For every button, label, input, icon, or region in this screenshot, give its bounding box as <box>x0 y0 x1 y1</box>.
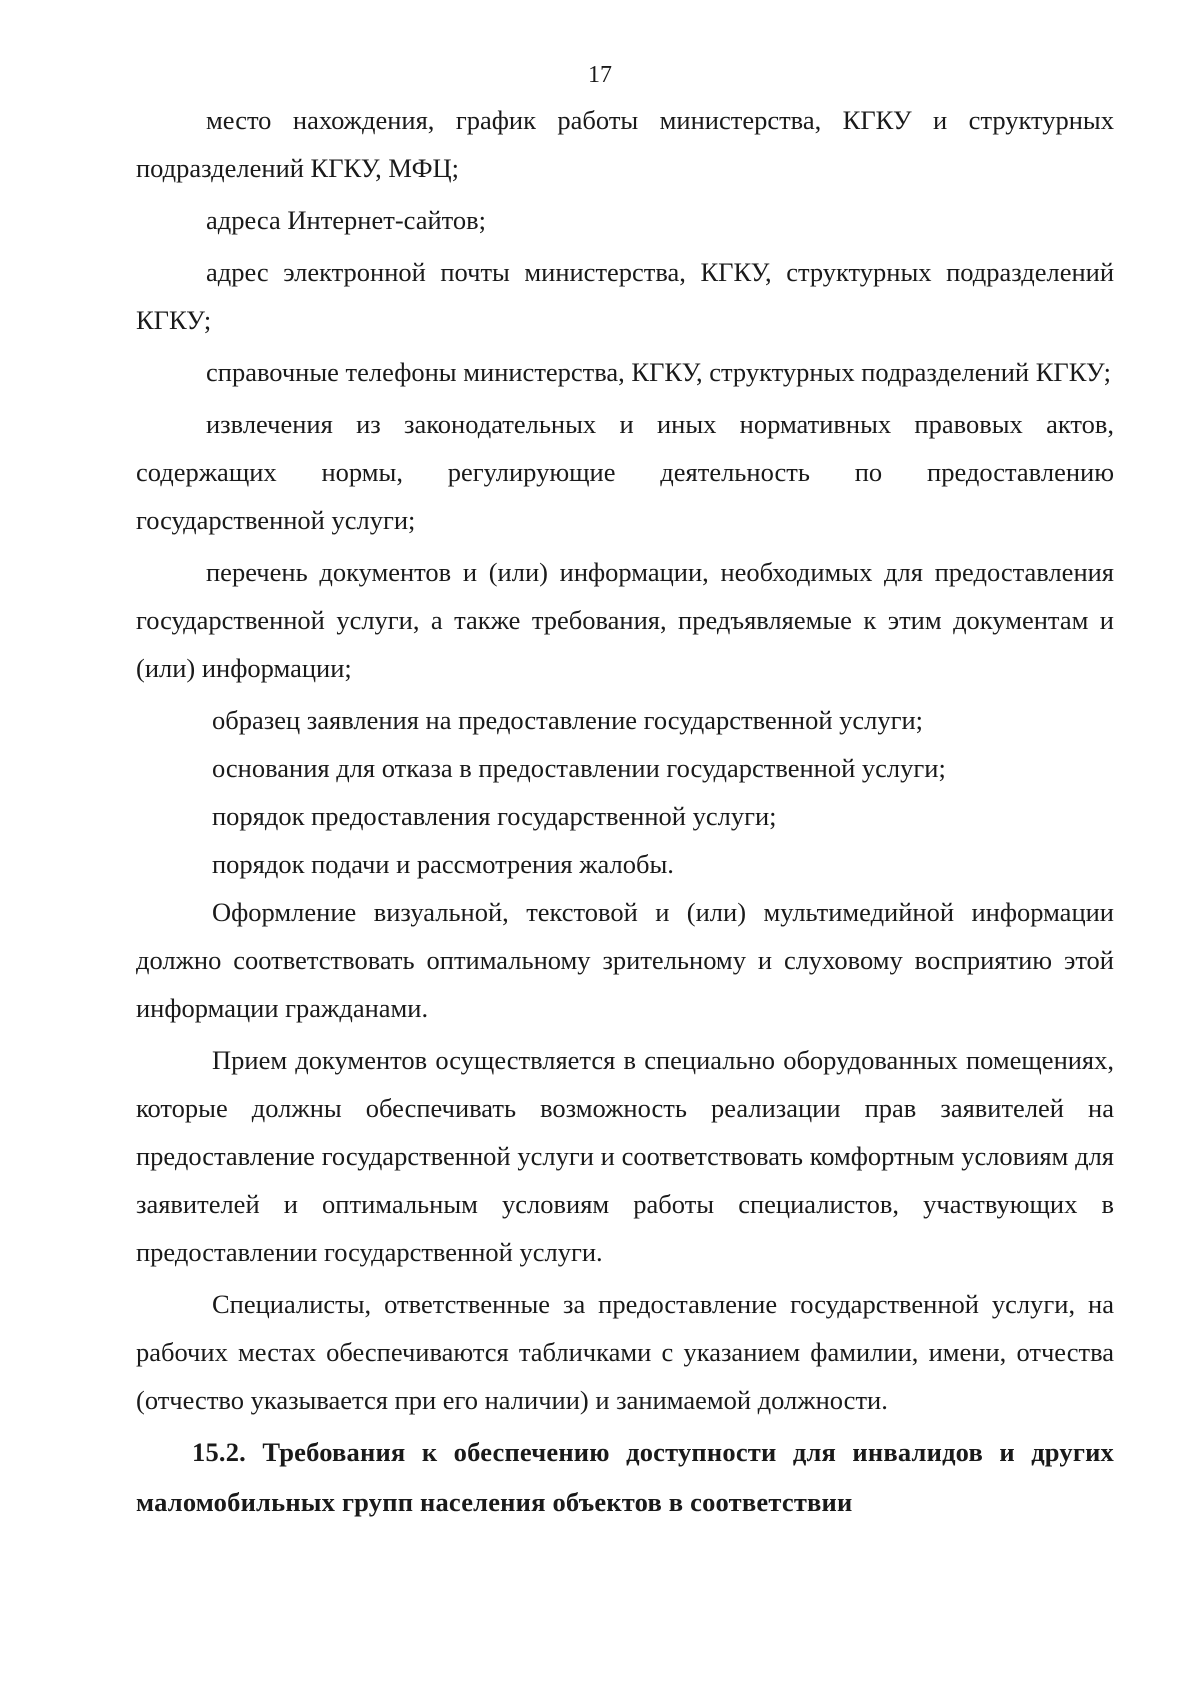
document-body <box>136 96 1114 1527</box>
page-number: 17 <box>588 62 612 88</box>
section-heading-15-2: 15.2. Требования к обеспечению доступности для инвалидов и других маломобильных групп населения объектов в соответствии <box>136 1437 1114 1517</box>
paragraph-reception-premises: Прием документов осуществляется в специально оборудованных помещениях, которые должны обеспечивать возможность реализации прав заявителей на предоставление государственной услуги и соответствовать комфортным условиям для заявителей и оптимальным условиям работы специалистов, участвующих в предоставлении государственной услуги. <box>136 1045 1114 1267</box>
paragraph-application-sample: образец заявления на предоставление государственной услуги; <box>212 705 924 735</box>
paragraph-complaint-procedure: порядок подачи и рассмотрения жалобы. <box>212 849 674 879</box>
paragraph-location-schedule: место нахождения, график работы министерства, КГКУ и структурных подразделений КГКУ, МФЦ; <box>136 105 1114 183</box>
paragraph-email-addresses: адрес электронной почты министерства, КГКУ, структурных подразделений КГКУ; <box>136 257 1114 335</box>
paragraph-websites: адреса Интернет-сайтов; <box>206 205 487 235</box>
paragraph-information-design: Оформление визуальной, текстовой и (или) мультимедийной информации должно соответствовать оптимальному зрительному и слуховому восприятию этой информации гражданами. <box>136 897 1114 1023</box>
paragraph-documents-list: перечень документов и (или) информации, необходимых для предоставления государственной услуги, а также требования, предъявляемые к этим документам и (или) информации; <box>136 557 1114 683</box>
paragraph-phones: справочные телефоны министерства, КГКУ, структурных подразделений КГКУ; <box>206 357 1111 387</box>
paragraph-specialists-nameplates: Специалисты, ответственные за предоставление государственной услуги, на рабочих местах обеспечиваются табличками с указанием фамилии, имени, отчества (отчество указывается при его наличии) и занимаемой должности. <box>136 1289 1114 1415</box>
paragraph-service-procedure: порядок предоставления государственной услуги; <box>212 801 777 831</box>
paragraph-legal-extracts: извлечения из законодательных и иных нормативных правовых актов, содержащих нормы, регулирующие деятельность по предоставлению государственной услуги; <box>136 409 1114 535</box>
paragraph-refusal-grounds: основания для отказа в предоставлении государственной услуги; <box>212 753 946 783</box>
